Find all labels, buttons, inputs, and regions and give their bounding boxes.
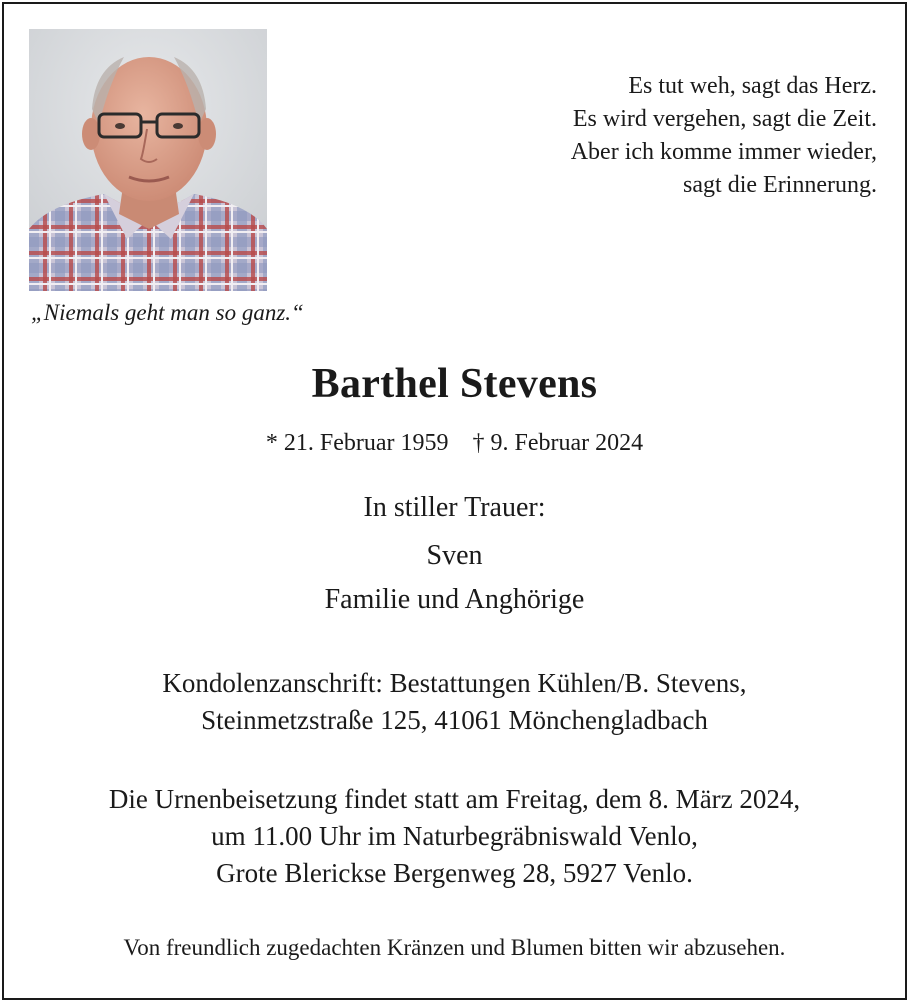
mourner-name: Sven: [426, 540, 483, 571]
poem-line: Es tut weh, sagt das Herz.: [628, 73, 877, 99]
burial-info-line: um 11.00 Uhr im Naturbegräbniswald Venlo,: [211, 821, 698, 851]
deceased-name: Barthel Stevens: [311, 361, 598, 407]
poem: [571, 70, 877, 202]
memorial-quote: „Niemals geht man so ganz.“: [31, 300, 304, 325]
portrait-photo: [29, 29, 267, 291]
death-date: † 9. Februar 2024: [472, 430, 644, 456]
poem-line: sagt die Erinnerung.: [683, 172, 877, 198]
poem-line: Aber ich komme immer wieder,: [570, 139, 877, 165]
birth-date: * 21. Februar 1959: [265, 430, 449, 456]
life-dates: [0, 430, 909, 457]
burial-info-line: Grote Blerickse Bergenweg 28, 5927 Venlo.: [216, 858, 693, 888]
closing-note: Von freundlich zugedachten Kränzen und Blumen bitten wir abzusehen.: [123, 935, 786, 960]
mourner-family: Familie und Anghörige: [324, 584, 585, 615]
mourners-heading: In stiller Trauer:: [363, 492, 546, 523]
burial-info-line: Die Urnenbeisetzung findet statt am Freitag, dem 8. März 2024,: [108, 784, 801, 814]
condolence-address-line: Kondolenzanschrift: Bestattungen Kühlen/B. Stevens,: [162, 668, 747, 698]
poem-line: Es wird vergehen, sagt die Zeit.: [572, 106, 877, 132]
condolence-address-line: Steinmetzstraße 125, 41061 Mönchengladbach: [201, 705, 708, 735]
